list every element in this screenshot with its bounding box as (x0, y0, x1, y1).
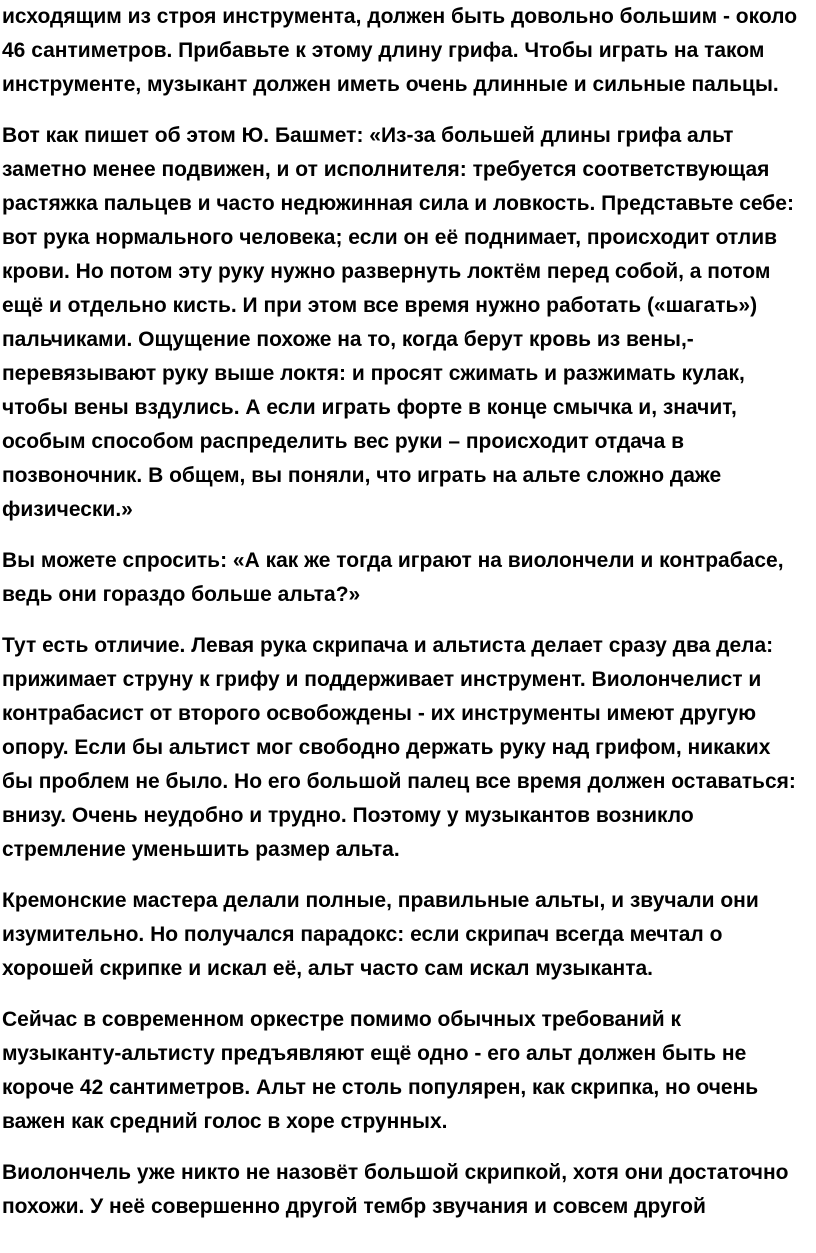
text-line: ведь они гораздо больше альта?» (2, 583, 361, 606)
text-line: Сейчас в современном оркестре помимо обычных требований к (2, 1008, 682, 1031)
paragraph-5 (2, 884, 816, 986)
text-line: Кремонские мастера делали полные, правильные альты, и звучали они (2, 889, 759, 912)
text-line: 46 сантиметров. Прибавьте к этому длину грифа. Чтобы играть на таком (2, 39, 765, 62)
text-line: хорошей скрипке и искал её, альт часто сам искал музыканта. (2, 957, 653, 980)
text-line: пальчиками. Ощущение похоже на то, когда берут кровь из вены,- (2, 328, 694, 351)
text-line: инструменте, музыкант должен иметь очень длинные и сильные пальцы. (2, 73, 779, 96)
paragraph-2 (2, 119, 816, 527)
text-line: перевязывают руку выше локтя: и просят сжимать и разжимать кулак, (2, 362, 745, 385)
text-line: растяжка пальцев и часто недюжинная сила и ловкость. Представьте себе: (2, 192, 794, 215)
text-line: позвоночник. В общем, вы поняли, что играть на альте сложно даже (2, 464, 722, 487)
text-line: бы проблем не было. Но его большой палец все время должен оставаться: (2, 770, 796, 793)
text-line: контрабасист от второго освобождены - их инструменты имеют другую (2, 702, 757, 725)
text-line: Тут есть отличие. Левая рука скрипача и альтиста делает сразу два дела: (2, 634, 774, 657)
text-line: физически.» (2, 498, 133, 521)
text-line: заметно менее подвижен, и от исполнителя: требуется соответствующая (2, 158, 770, 181)
text-line: прижимает струну к грифу и поддерживает инструмент. Виолончелист и (2, 668, 762, 691)
paragraph-7 (2, 1156, 816, 1224)
text-line: вот рука нормального человека; если он её поднимает, происходит отлив (2, 226, 778, 249)
paragraph-6 (2, 1003, 816, 1139)
text-line: Вы можете спросить: «А как же тогда играют на виолончели и контрабасе, (2, 549, 784, 572)
paragraph-3 (2, 544, 816, 612)
text-line: изумительно. Но получался парадокс: если скрипач всегда мечтал о (2, 923, 723, 946)
text-line: стремление уменьшить размер альта. (2, 838, 400, 861)
text-line: чтобы вены вздулись. А если играть форте в конце смычка и, значит, (2, 396, 737, 419)
paragraph-1 (2, 0, 816, 102)
text-line: опору. Если бы альтист мог свободно держать руку над грифом, никаких (2, 736, 771, 759)
text-line: исходящим из строя инструмента, должен быть довольно большим - около (2, 5, 798, 28)
text-line: Вот как пишет об этом Ю. Башмет: «Из-за большей длины грифа альт (2, 124, 734, 147)
text-line: музыканту-альтисту предъявляют ещё одно - его альт должен быть не (2, 1042, 747, 1065)
text-line: крови. Но потом эту руку нужно развернуть локтём перед собой, а потом (2, 260, 771, 283)
text-line: особым способом распределить вес руки – происходит отдача в (2, 430, 684, 453)
text-line: короче 42 сантиметров. Альт не столь популярен, как скрипка, но очень (2, 1076, 759, 1099)
text-line: Виолончель уже никто не назовёт большой скрипкой, хотя они достаточно (2, 1161, 789, 1184)
text-line: ещё и отдельно кисть. И при этом все время нужно работать («шагать») (2, 294, 758, 317)
text-line: внизу. Очень неудобно и трудно. Поэтому у музыкантов возникло (2, 804, 694, 827)
text-line: важен как средний голос в хоре струнных. (2, 1110, 448, 1133)
text-line: похожи. У неё совершенно другой тембр звучания и совсем другой (2, 1195, 706, 1218)
paragraph-4 (2, 629, 816, 867)
